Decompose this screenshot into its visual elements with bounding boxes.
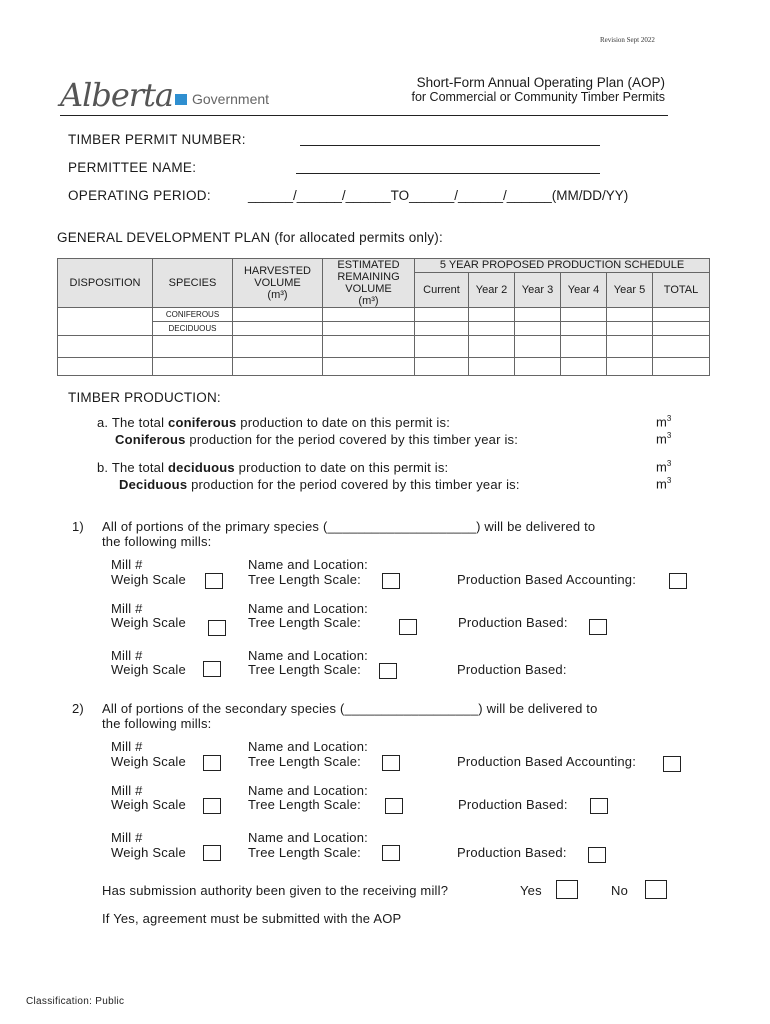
harvested-label: HARVESTED VOLUME xyxy=(243,265,312,289)
name-location-label: Name and Location: xyxy=(248,830,368,845)
weigh-scale-checkbox[interactable] xyxy=(203,798,221,814)
table-cell[interactable] xyxy=(415,358,469,376)
table-cell[interactable] xyxy=(58,336,153,358)
tree-length-label: Tree Length Scale: xyxy=(248,615,361,630)
table-cell[interactable] xyxy=(415,308,469,322)
tree-length-label: Tree Length Scale: xyxy=(248,754,361,769)
col-year2: Year 2 xyxy=(469,272,515,307)
harvested-unit: (m³) xyxy=(267,289,288,301)
col-disposition: DISPOSITION xyxy=(58,259,153,308)
table-cell[interactable] xyxy=(233,322,323,336)
table-cell[interactable] xyxy=(561,336,607,358)
table-row xyxy=(58,358,710,376)
tree-length-checkbox[interactable] xyxy=(382,573,400,589)
estimated-unit: (m³) xyxy=(358,295,379,307)
mill-number-label: Mill # xyxy=(111,739,143,754)
coniferous-total-post: production to date on this permit is: xyxy=(236,415,451,430)
production-based-accounting-label: Production Based Accounting: xyxy=(457,572,637,587)
logo-wordmark: Alberta xyxy=(60,76,173,114)
table-cell[interactable] xyxy=(415,322,469,336)
table-cell[interactable] xyxy=(58,358,153,376)
authority-note: If Yes, agreement must be submitted with the AOP xyxy=(102,911,402,926)
weigh-scale-checkbox[interactable] xyxy=(203,755,221,771)
authority-no-label: No xyxy=(611,883,629,898)
col-year3: Year 3 xyxy=(515,272,561,307)
weigh-scale-label: Weigh Scale xyxy=(111,845,186,860)
table-cell[interactable] xyxy=(323,322,415,336)
schedule-heading: 5 YEAR PROPOSED PRODUCTION SCHEDULE xyxy=(415,259,710,273)
name-location-label: Name and Location: xyxy=(248,648,368,663)
production-based-label: Production Based: xyxy=(458,615,568,630)
production-based-accounting-label: Production Based Accounting: xyxy=(457,754,637,769)
authority-yes-checkbox[interactable] xyxy=(556,880,578,899)
mill-number-label: Mill # xyxy=(111,601,143,616)
coniferous-total-bold: coniferous xyxy=(168,415,237,430)
table-cell[interactable] xyxy=(153,358,233,376)
coniferous-period-post: production for the period covered by this timber year is: xyxy=(185,432,519,447)
table-cell[interactable] xyxy=(653,358,710,376)
production-based-label: Production Based: xyxy=(457,662,567,677)
weigh-scale-checkbox[interactable] xyxy=(203,845,221,861)
table-cell[interactable] xyxy=(233,336,323,358)
table-cell[interactable] xyxy=(607,322,653,336)
table-row xyxy=(58,322,710,336)
unit-m: m xyxy=(656,476,667,492)
mill-number-label: Mill # xyxy=(111,830,143,845)
unit-m: m xyxy=(656,459,667,475)
coniferous-period-bold: Coniferous xyxy=(115,432,186,447)
col-total: TOTAL xyxy=(653,272,710,307)
tree-length-checkbox[interactable] xyxy=(385,798,403,814)
table-cell[interactable] xyxy=(515,336,561,358)
secondary-line-2: the following mills: xyxy=(102,716,212,731)
production-based-checkbox[interactable] xyxy=(590,798,608,814)
secondary-line-1: All of portions of the secondary species (__________________) will be delivered to xyxy=(102,701,598,716)
weigh-scale-checkbox[interactable] xyxy=(203,661,221,677)
table-cell[interactable] xyxy=(607,308,653,322)
table-cell[interactable] xyxy=(561,358,607,376)
deciduous-period-unit xyxy=(656,476,671,491)
production-based-label: Production Based: xyxy=(458,797,568,812)
table-row xyxy=(58,308,710,322)
coniferous-total-text xyxy=(97,415,450,430)
col-harvested xyxy=(233,259,323,308)
deciduous-total-unit xyxy=(656,459,671,474)
table-cell[interactable] xyxy=(515,308,561,322)
table-cell[interactable] xyxy=(469,336,515,358)
table-cell[interactable] xyxy=(561,322,607,336)
gdp-table xyxy=(57,258,710,376)
gdp-heading: GENERAL DEVELOPMENT PLAN (for allocated permits only): xyxy=(57,230,443,245)
weigh-scale-checkbox[interactable] xyxy=(208,620,226,636)
tree-length-label: Tree Length Scale: xyxy=(248,572,361,587)
unit-sup: 3 xyxy=(666,459,672,468)
coniferous-total-unit xyxy=(656,414,671,429)
col-year4: Year 4 xyxy=(561,272,607,307)
deciduous-total-pre: b. The total xyxy=(97,460,169,475)
production-based-label: Production Based: xyxy=(457,845,567,860)
primary-number: 1) xyxy=(72,519,84,534)
deciduous-period-bold: Deciduous xyxy=(119,477,188,492)
production-based-checkbox[interactable] xyxy=(589,619,607,635)
tree-length-label: Tree Length Scale: xyxy=(248,662,361,677)
primary-line-2: the following mills: xyxy=(102,534,212,549)
mill-number-label: Mill # xyxy=(111,557,143,572)
authority-yes-label: Yes xyxy=(520,883,542,898)
header-divider xyxy=(60,115,668,116)
table-cell[interactable] xyxy=(469,358,515,376)
table-cell[interactable] xyxy=(653,336,710,358)
timber-permit-number-label: TIMBER PERMIT NUMBER: xyxy=(68,132,246,147)
weigh-scale-checkbox[interactable] xyxy=(205,573,223,589)
table-cell[interactable] xyxy=(323,358,415,376)
table-cell[interactable] xyxy=(323,308,415,322)
col-estimated xyxy=(323,259,415,308)
document-title xyxy=(411,76,665,104)
deciduous-total-post: production to date on this permit is: xyxy=(234,460,449,475)
classification-footer: Classification: Public xyxy=(26,996,125,1007)
col-current: Current xyxy=(415,272,469,307)
unit-sup: 3 xyxy=(666,414,672,423)
unit-m: m xyxy=(656,414,667,430)
revision-date: Revision Sept 2022 xyxy=(600,36,655,44)
species-coniferous: CONIFEROUS xyxy=(153,308,233,322)
production-based-checkbox[interactable] xyxy=(588,847,606,863)
weigh-scale-label: Weigh Scale xyxy=(111,615,186,630)
table-cell[interactable] xyxy=(607,358,653,376)
weigh-scale-label: Weigh Scale xyxy=(111,754,186,769)
permittee-name-input[interactable] xyxy=(296,173,600,174)
permittee-name-label: PERMITTEE NAME: xyxy=(68,160,197,175)
unit-m: m xyxy=(656,431,667,447)
table-cell[interactable] xyxy=(653,322,710,336)
table-cell[interactable] xyxy=(323,336,415,358)
tree-length-label: Tree Length Scale: xyxy=(248,797,361,812)
weigh-scale-label: Weigh Scale xyxy=(111,572,186,587)
authority-question: Has submission authority been given to the receiving mill? xyxy=(102,883,449,898)
name-location-label: Name and Location: xyxy=(248,739,368,754)
name-location-label: Name and Location: xyxy=(248,557,368,572)
col-year5: Year 5 xyxy=(607,272,653,307)
table-cell[interactable] xyxy=(233,308,323,322)
operating-period-input[interactable]: ______/______/______TO______/______/______(MM/DD/YY) xyxy=(248,188,629,203)
name-location-label: Name and Location: xyxy=(248,783,368,798)
deciduous-period-text xyxy=(119,477,520,492)
deciduous-total-text xyxy=(97,460,448,475)
table-row xyxy=(58,336,710,358)
table-cell[interactable] xyxy=(607,336,653,358)
authority-no-checkbox[interactable] xyxy=(645,880,667,899)
unit-sup: 3 xyxy=(666,476,672,485)
table-cell[interactable] xyxy=(469,322,515,336)
production-based-accounting-checkbox[interactable] xyxy=(669,573,687,589)
tree-length-checkbox[interactable] xyxy=(379,663,397,679)
logo-flag-icon xyxy=(175,94,187,105)
species-deciduous: DECIDUOUS xyxy=(153,322,233,336)
coniferous-period-unit xyxy=(656,431,671,446)
name-location-label: Name and Location: xyxy=(248,601,368,616)
mill-number-label: Mill # xyxy=(111,648,143,663)
production-based-accounting-checkbox[interactable] xyxy=(663,756,681,772)
mill-number-label: Mill # xyxy=(111,783,143,798)
secondary-number: 2) xyxy=(72,701,84,716)
coniferous-total-pre: a. The total xyxy=(97,415,169,430)
coniferous-period-text xyxy=(115,432,518,447)
primary-line-1: All of portions of the primary species (____________________) will be delivered to xyxy=(102,519,596,534)
disposition-cell[interactable] xyxy=(58,308,153,336)
table-cell[interactable] xyxy=(561,308,607,322)
table-cell[interactable] xyxy=(233,358,323,376)
estimated-label: ESTIMATED REMAINING VOLUME xyxy=(337,259,400,295)
unit-sup: 3 xyxy=(666,431,672,440)
alberta-logo xyxy=(60,76,269,114)
weigh-scale-label: Weigh Scale xyxy=(111,662,186,677)
tree-length-label: Tree Length Scale: xyxy=(248,845,361,860)
tree-length-checkbox[interactable] xyxy=(382,845,400,861)
table-cell[interactable] xyxy=(515,322,561,336)
deciduous-total-bold: deciduous xyxy=(168,460,235,475)
table-cell[interactable] xyxy=(153,336,233,358)
col-species: SPECIES xyxy=(153,259,233,308)
operating-period-label: OPERATING PERIOD: xyxy=(68,188,211,203)
table-cell[interactable] xyxy=(653,308,710,322)
timber-permit-number-input[interactable] xyxy=(300,145,600,146)
weigh-scale-label: Weigh Scale xyxy=(111,797,186,812)
title-line-1: Short-Form Annual Operating Plan (AOP) xyxy=(416,75,665,90)
tree-length-checkbox[interactable] xyxy=(382,755,400,771)
table-cell[interactable] xyxy=(515,358,561,376)
logo-government: Government xyxy=(192,91,270,107)
deciduous-period-post: production for the period covered by this timber year is: xyxy=(187,477,520,492)
table-cell[interactable] xyxy=(469,308,515,322)
table-cell[interactable] xyxy=(415,336,469,358)
tree-length-checkbox[interactable] xyxy=(399,619,417,635)
title-line-2: for Commercial or Community Timber Permits xyxy=(411,90,665,104)
production-heading: TIMBER PRODUCTION: xyxy=(68,390,221,405)
